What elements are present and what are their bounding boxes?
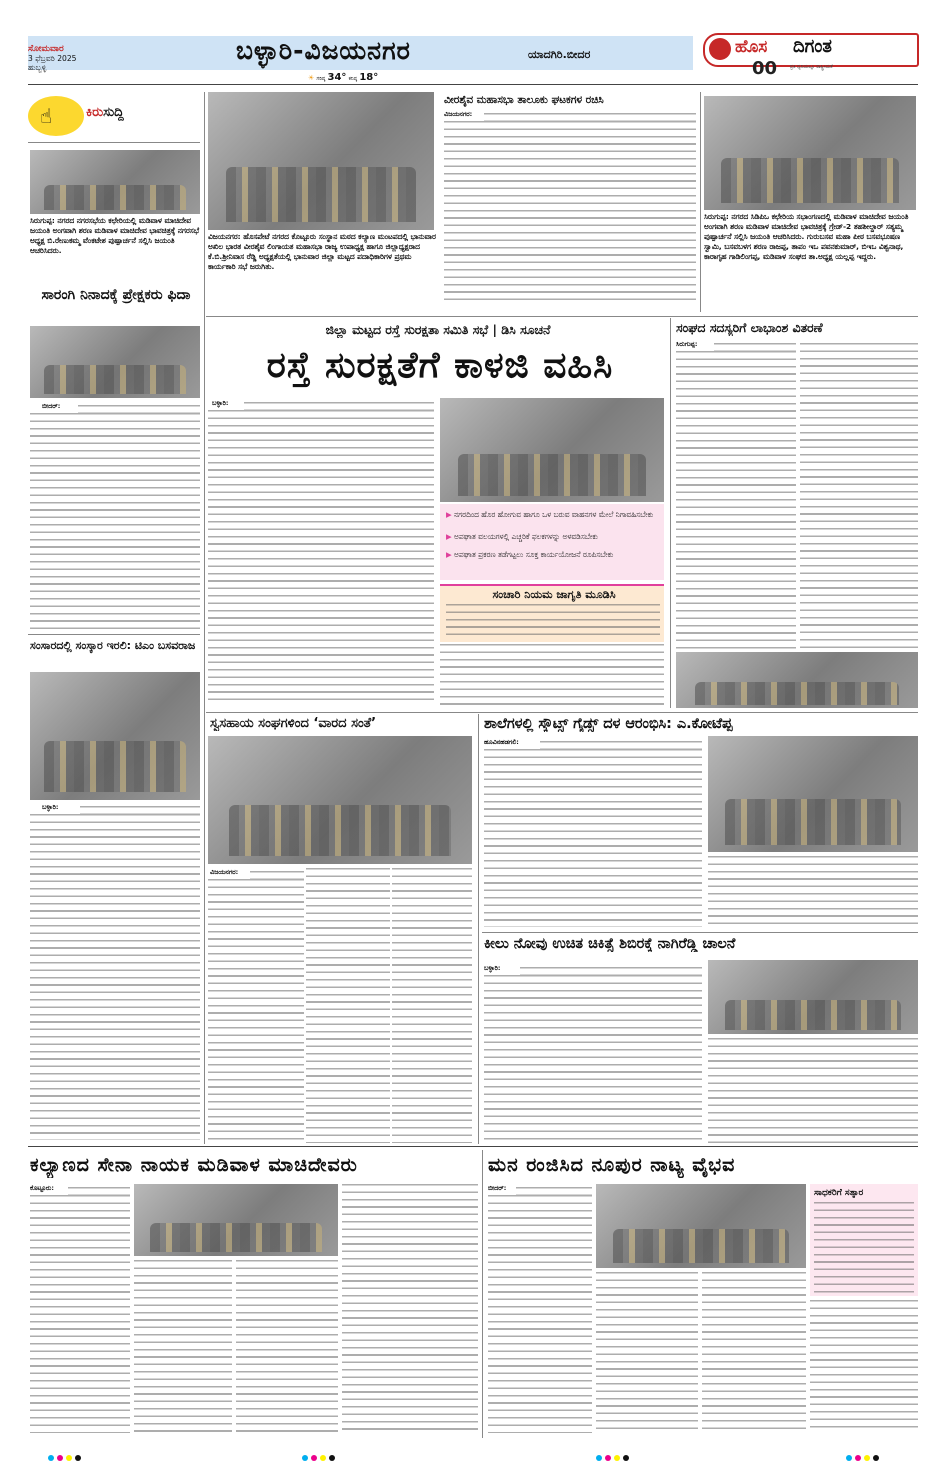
scouts-photo-caption — [708, 856, 918, 928]
knee-body-3 — [708, 1038, 918, 1143]
edition-title: ಬಳ್ಳಾರಿ-ವಿಜಯನಗರ — [236, 36, 411, 65]
lead-bullet-1: ▶ ನಗರದಿಂದ ಹೊರ ಹೋಗುವ ಹಾಗೂ ಒಳ ಬರುವ ವಾಹನಗಳ ಮೇಲೆ ನಿಗಾವಹಿಸಬೇಕು — [446, 510, 662, 530]
lead-box-title: ಸಂಚಾರಿ ನಿಯಮ ಜಾಗೃತಿ ಮೂಡಿಸಿ — [492, 588, 616, 601]
col-divider-bottom — [482, 1150, 483, 1438]
lead-bullet-2: ▶ ಅಪಘಾತ ವಲಯಗಳಲ್ಲಿ ಎಚ್ಚರಿಕೆ ಫಲಕಗಳನ್ನು ಅಳವಡಿಸಬೇಕು — [446, 532, 662, 542]
kirusuddi-icon: ☝ — [40, 104, 53, 128]
shg-body-3 — [306, 868, 390, 1143]
weather-block — [308, 72, 418, 83]
kirusuddi-item2-body — [78, 405, 200, 413]
kirusuddi-photo-1 — [30, 150, 200, 214]
dividend-body-1 — [714, 343, 796, 351]
shg-dateline: ವಿಜಯನಗರ: — [210, 868, 239, 876]
dance-photo — [596, 1184, 806, 1268]
kirusuddi-label-b: ಸುದ್ದಿ — [103, 105, 124, 120]
dance-body-4 — [702, 1272, 806, 1433]
registration-dots-right — [846, 1446, 882, 1465]
masthead-place: ಹುಬ್ಬಳ್ಳಿ — [28, 63, 47, 72]
dividend-body-3 — [800, 343, 918, 649]
scouts-dateline: ಹೂವಿನಹಡಗಲಿ: — [484, 738, 519, 746]
scouts-body-1 — [540, 741, 702, 749]
shg-photo — [208, 736, 472, 864]
kirusuddi-label-a: ಕಿರು — [86, 105, 104, 120]
temp-max-value: 34° — [327, 72, 347, 83]
brand-emblem-icon — [709, 38, 731, 60]
kirusuddi-rule — [28, 142, 200, 143]
bottom-row-rule — [28, 1146, 918, 1147]
madivala-body-3 — [134, 1260, 232, 1433]
lead-body-top — [244, 402, 434, 410]
madivala-body-2 — [30, 1195, 130, 1433]
temp-max-label: ಗರಿಷ್ಠ — [316, 76, 326, 82]
vs-mahasabha-dateline: ವಿಜಯನಗರ: — [444, 110, 473, 118]
col-divider-lead — [670, 318, 671, 708]
dividend-dateline: ಸಿರುಗುಪ್ಪ: — [676, 340, 698, 348]
registration-dots-mid-right — [596, 1446, 632, 1465]
brand-prefix: ಹೊಸ — [735, 37, 768, 57]
dance-side-body — [814, 1202, 914, 1294]
dance-body-1 — [516, 1187, 592, 1195]
temp-min-value: 18° — [359, 72, 379, 83]
lead-bullet-3: ▶ ಅಪಘಾತ ಪ್ರಕರಣ ತಡೆಗಟ್ಟಲು ಸೂಕ್ತ ಕಾರ್ಯಯೋಜನೆ ರೂಪಿಸಬೇಕು — [446, 550, 662, 570]
page-number: 00 — [752, 58, 778, 79]
kirusuddi-item2-headline: ಸಾರಂಗಿ ನಿನಾದಕ್ಕೆ ಪ್ರೇಕ್ಷಕರು ಫಿದಾ — [41, 287, 191, 303]
top-row-rule — [206, 316, 918, 317]
madivala-headline: ಕಲ್ಯಾಣದ ಸೇನಾ ನಾಯಕ ಮಡಿವಾಳ ಮಾಚಿದೇವರು — [30, 1154, 358, 1176]
lead-body-col1 — [208, 410, 434, 706]
shg-body-2 — [208, 879, 304, 1143]
registration-dots-mid-left — [302, 1446, 338, 1465]
dance-body-2 — [488, 1195, 592, 1433]
dance-body-3 — [596, 1272, 698, 1433]
dance-dateline: ಬೀದರ್: — [488, 1184, 507, 1192]
dividend-body-2 — [676, 351, 796, 649]
kirusuddi-item3-dateline: ಬಳ್ಳಾರಿ: — [42, 803, 59, 811]
kirusuddi-label — [86, 105, 124, 120]
dance-body-5 — [810, 1300, 918, 1433]
scouts-rule — [482, 932, 918, 933]
brand-suffix: ದಿಗಂತ — [793, 36, 832, 57]
temp-min-label: ಕನಿಷ್ಠ — [348, 76, 358, 82]
vs-mahasabha-body-cont — [444, 121, 696, 306]
sirugupp-cdpo-photo — [704, 96, 916, 210]
kirusuddi-item2-body-cont — [30, 413, 200, 631]
masthead-day: ಸೋಮವಾರ — [28, 44, 64, 54]
mid-row-rule — [206, 712, 918, 713]
dance-side-title: ಸಾಧಕರಿಗೆ ಸತ್ಕಾರ — [814, 1188, 864, 1198]
shg-body-1 — [250, 871, 304, 879]
lead-headline: ರಸ್ತೆ ಸುರಕ್ಷತೆಗೆ ಕಾಳಜಿ ವಹಿಸಿ — [266, 345, 614, 386]
masthead-date-block — [28, 44, 128, 72]
vs-mahasabha-headline: ವೀರಶೈವ ಮಹಾಸಭಾ ತಾಲೂಕು ಘಟಕಗಳ ರಚಿಸಿ — [444, 94, 604, 106]
knee-photo — [708, 960, 918, 1034]
registration-dots-left — [48, 1446, 84, 1465]
madivala-body-1 — [68, 1187, 130, 1195]
lead-kicker: ಜಿಲ್ಲಾ ಮಟ್ಟದ ರಸ್ತೆ ಸುರಕ್ಷತಾ ಸಮಿತಿ ಸಭೆ | ಡಿಸಿ ಸೂಚನೆ — [325, 322, 551, 337]
kirusuddi-photo-3 — [30, 672, 200, 800]
kirusuddi-item3-body-cont — [30, 814, 200, 1140]
kirusuddi-rule-2 — [28, 634, 200, 635]
knee-body-2 — [484, 975, 702, 1143]
lead-photo — [440, 398, 664, 502]
scouts-headline: ಶಾಲೆಗಳಲ್ಲಿ ಸ್ಕೌಟ್ಸ್ ಗೈಡ್ಸ್ ದಳ ಆರಂಭಿಸಿ: ಎ.ಕೋಟೆಪ್ಪ — [484, 716, 733, 732]
dance-headline: ಮನ ರಂಜಿಸಿದ ನೂಪುರ ನಾಟ್ಯ ವೈಭವ — [488, 1154, 736, 1176]
brand-logo — [703, 33, 919, 67]
dividend-photo — [676, 652, 918, 708]
masthead-date: 3 ಫೆಬ್ರವರಿ 2025 — [28, 54, 77, 63]
kirusuddi-item3-body — [80, 806, 200, 814]
col-divider-shg — [478, 714, 479, 1144]
kirusuddi-item2-dateline: ಬೀದರ್: — [42, 402, 61, 410]
vs-meeting-caption: ವಿಜಯನಗರ: ಹೊಸಪೇಟೆ ನಗರದ ಕೊಟ್ಟೂರು ಸಂಸ್ಥಾನ ಮಠದ ಕಲ್ಯಾಣ ಮಂಟಪದಲ್ಲಿ ಭಾನುವಾರ ಅಖಿಲ ಭಾರತ ವೀರಶೈವ ಲಿಂಗಾಯತ ಮಹಾಸಭಾ ರಾಜ್ಯ ಉಪಾಧ್ಯಕ್ಷ ಹಾಗೂ ಜಿಲ್ಲಾಧ್ಯಕ್ಷರಾದ ಕೆ.ಬಿ.ಶ್ರೀನಿವಾಸ ರೆಡ್ಡಿ ಅಧ್ಯಕ್ಷತೆಯಲ್ಲಿ ಭಾನುವಾರ ಜಿಲ್ಲಾ ಮಟ್ಟದ ಪದಾಧಿಕಾರಿಗಳ ಪ್ರಥಮ ಕಾರ್ಯಕಾರಿ ಸಭೆ ಜರುಗಿತು. — [208, 232, 436, 271]
lead-box-body — [446, 604, 660, 638]
madivala-body-5 — [342, 1184, 478, 1433]
kirusuddi-photo-2 — [30, 326, 200, 398]
shg-headline: ಸ್ವಸಹಾಯ ಸಂಘಗಳಿಂದ ‘ವಾರದ ಸಂತೆ’ — [210, 716, 377, 731]
shg-body-4 — [392, 868, 472, 1143]
madivala-photo — [134, 1184, 338, 1256]
knee-headline: ಕೀಲು ನೋವು ಉಚಿತ ಚಿಕಿತ್ಸೆ ಶಿಬಿರಕ್ಕೆ ನಾಗಿರೆಡ್ಡಿ ಚಾಲನೆ — [484, 936, 736, 952]
kirusuddi-label-box — [28, 96, 84, 136]
sun-cloud-icon: ☀ — [308, 74, 315, 82]
scouts-body-2 — [484, 749, 702, 927]
madivala-dateline: ಕೊಟ್ಟೂರು: — [30, 1184, 54, 1192]
vs-meeting-photo — [208, 92, 434, 230]
col-divider-left — [204, 92, 205, 1144]
knee-dateline: ಬಳ್ಳಾರಿ: — [484, 964, 501, 972]
dividend-headline: ಸಂಘದ ಸದಸ್ಯರಿಗೆ ಲಾಭಾಂಶ ವಿತರಣೆ — [676, 320, 823, 335]
lead-body-col2-end — [440, 644, 664, 706]
kirusuddi-item3-headline: ಸಂಸಾರದಲ್ಲಿ ಸಂಸ್ಕಾರ ಇರಲಿ: ಟಿಎಂ ಬಸವರಾಜ — [30, 639, 196, 652]
madivala-body-4 — [236, 1260, 338, 1433]
scouts-photo — [708, 736, 918, 852]
sirugupp-cdpo-caption: ಸಿರುಗುಪ್ಪ: ನಗರದ ಸಿಡಿಪಿಒ ಕಛೇರಿಯ ಸಭಾಂಗಣದಲ್ಲಿ ಮಡಿವಾಳ ಮಾಚಿದೇವ ಜಯಂತಿ ಅಂಗವಾಗಿ ಶರಣ ಮಡಿವಾಳ ಮಾಚಿದೇವ ಭಾವಚಿತ್ರಕ್ಕೆ ಗ್ರೇಡ್-2 ತಹಶೀಲ್ದಾರ್ ಸತ್ಯಮ್ಮ ಪುಷ್ಪಾರ್ಚನೆ ಸಲ್ಲಿಸಿ ಜಯಂತಿ ಆಚರಿಸಿದರು. ಗುರುಬಸವ ಮಹಾ ಪೀಠ ಬಸವಭೂಷಣ ಸ್ವಾಮಿ, ಬಸವಬಳಗ ಶರಣ ರಾಜಪ್ಪ, ತಾಪಂ ಇಒ ಪವನಕುಮಾರ್, ಬಿಇಒ ವಿಶ್ವನಾಥ, ಕಾರಾಗೃಹ ಗಾಡಿಲಿಂಗಪ್ಪ, ಮಡಿವಾಳ ಸಂಘದ ತಾ.ಅಧ್ಯಕ್ಷ ಯಲ್ಲಪ್ಪ ಇದ್ದರು. — [704, 212, 909, 261]
kirusuddi-item1-caption: ಸಿರುಗುಪ್ಪ: ನಗರದ ನಗರಸಭೆಯ ಕಛೇರಿಯಲ್ಲಿ ಮಡಿವಾಳ ಮಾಚಿದೇವ ಜಯಂತಿ ಅಂಗವಾಗಿ ಶರಣ ಮಡಿವಾಳ ಮಾಚಿದೇವ ಭಾವಚಿತ್ರಕ್ಕೆ ನಗರಸಭೆ ಅಧ್ಯಕ್ಷ ಬಿ.ರೇಣುಕಮ್ಮ ವೆಂಕಟೇಶ ಪುಷ್ಪಾರ್ಚನೆ ಸಲ್ಲಿಸಿ ಜಯಂತಿ ಆಚರಿಸಿದರು. — [30, 216, 200, 255]
knee-body-1 — [520, 967, 702, 975]
vs-mahasabha-body — [484, 113, 696, 121]
brand-tagline: ಪ್ರತಿ ಧ್ವನಿಯಲ್ಲೂ ರಾಷ್ಟ್ರೀಯತೆ — [790, 65, 833, 70]
masthead-rule — [28, 84, 918, 85]
lead-dateline: ಬಳ್ಳಾರಿ: — [212, 399, 229, 407]
col-divider-top-right — [700, 92, 701, 312]
edition-other-districts: ಯಾದಗಿರಿ.ಬೀದರ — [528, 48, 591, 61]
